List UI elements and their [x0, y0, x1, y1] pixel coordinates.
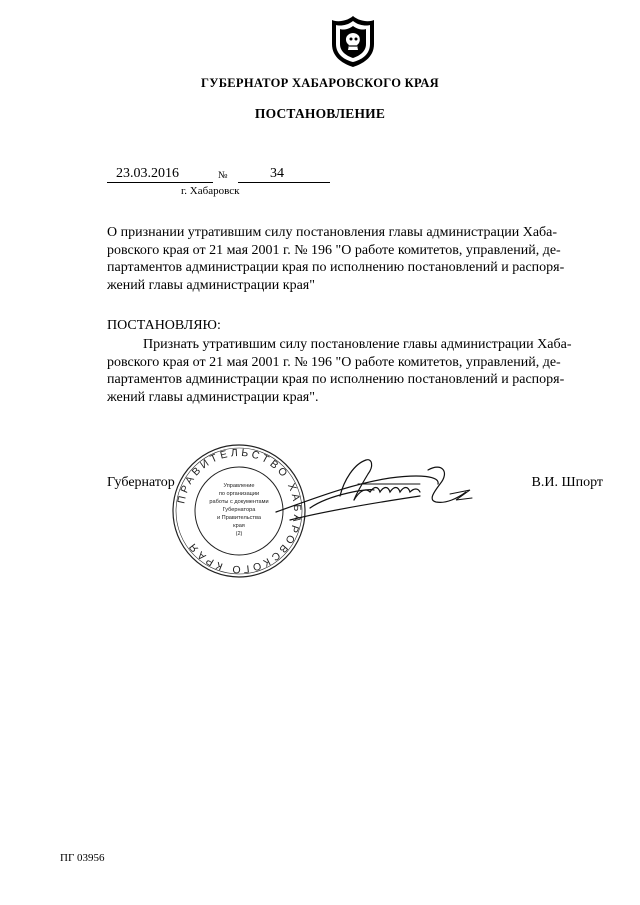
seal-ring-text: ПРАВИТЕЛЬСТВО ХАБАРОВСКОГО КРАЯ [175, 446, 304, 576]
seal-inner-text: работы с документами [209, 499, 269, 505]
seal-inner-text: Управление [223, 483, 255, 489]
body-line: жений главы администрации края". [107, 389, 319, 405]
subject-line: ровского края от 21 мая 2001 г. № 196 "О работе комитетов, управлений, де- [107, 242, 561, 258]
seal-inner-text: края [233, 523, 245, 529]
subject-line: жений главы администрации края" [107, 277, 315, 293]
document-subject [107, 224, 603, 294]
seal-inner-text: Губернатора [222, 507, 256, 513]
decree-body [107, 336, 603, 406]
body-line: Признать утратившим силу постановление главы администрации Хаба- [143, 337, 572, 352]
number-sign: № [218, 170, 228, 181]
signer-position: Губернатор [107, 475, 175, 490]
coat-of-arms-icon [330, 14, 376, 68]
seal-inner-text: и Правительства [217, 515, 261, 521]
form-code: ПГ 03956 [60, 852, 105, 864]
issue-city: г. Хабаровск [181, 185, 240, 197]
document-type: ПОСТАНОВЛЕНИЕ [254, 106, 386, 121]
body-line: ровского края от 21 мая 2001 г. № 196 "О работе комитетов, управлений, де- [107, 354, 561, 370]
seal-inner-text: по организации [218, 491, 260, 497]
body-line: партаментов администрации края по исполнению постановлений и распоря- [107, 372, 565, 387]
document-date: 23.03.2016 [116, 166, 179, 181]
signer-name: В.И. Шпорт [531, 475, 603, 490]
number-underline [238, 182, 330, 183]
issuing-authority: ГУБЕРНАТОР ХАБАРОВСКОГО КРАЯ [200, 76, 440, 90]
document-number: 34 [270, 166, 284, 181]
decree-word: ПОСТАНОВЛЯЮ: [107, 318, 221, 333]
subject-line: О признании утратившим силу постановления главы администрации Хаба- [107, 225, 558, 240]
seal-inner-text: (2) [235, 531, 243, 537]
date-underline [107, 182, 213, 183]
handwritten-signature [270, 450, 475, 530]
subject-line: партаментов администрации края по исполнению постановлений и распоря- [107, 260, 565, 275]
